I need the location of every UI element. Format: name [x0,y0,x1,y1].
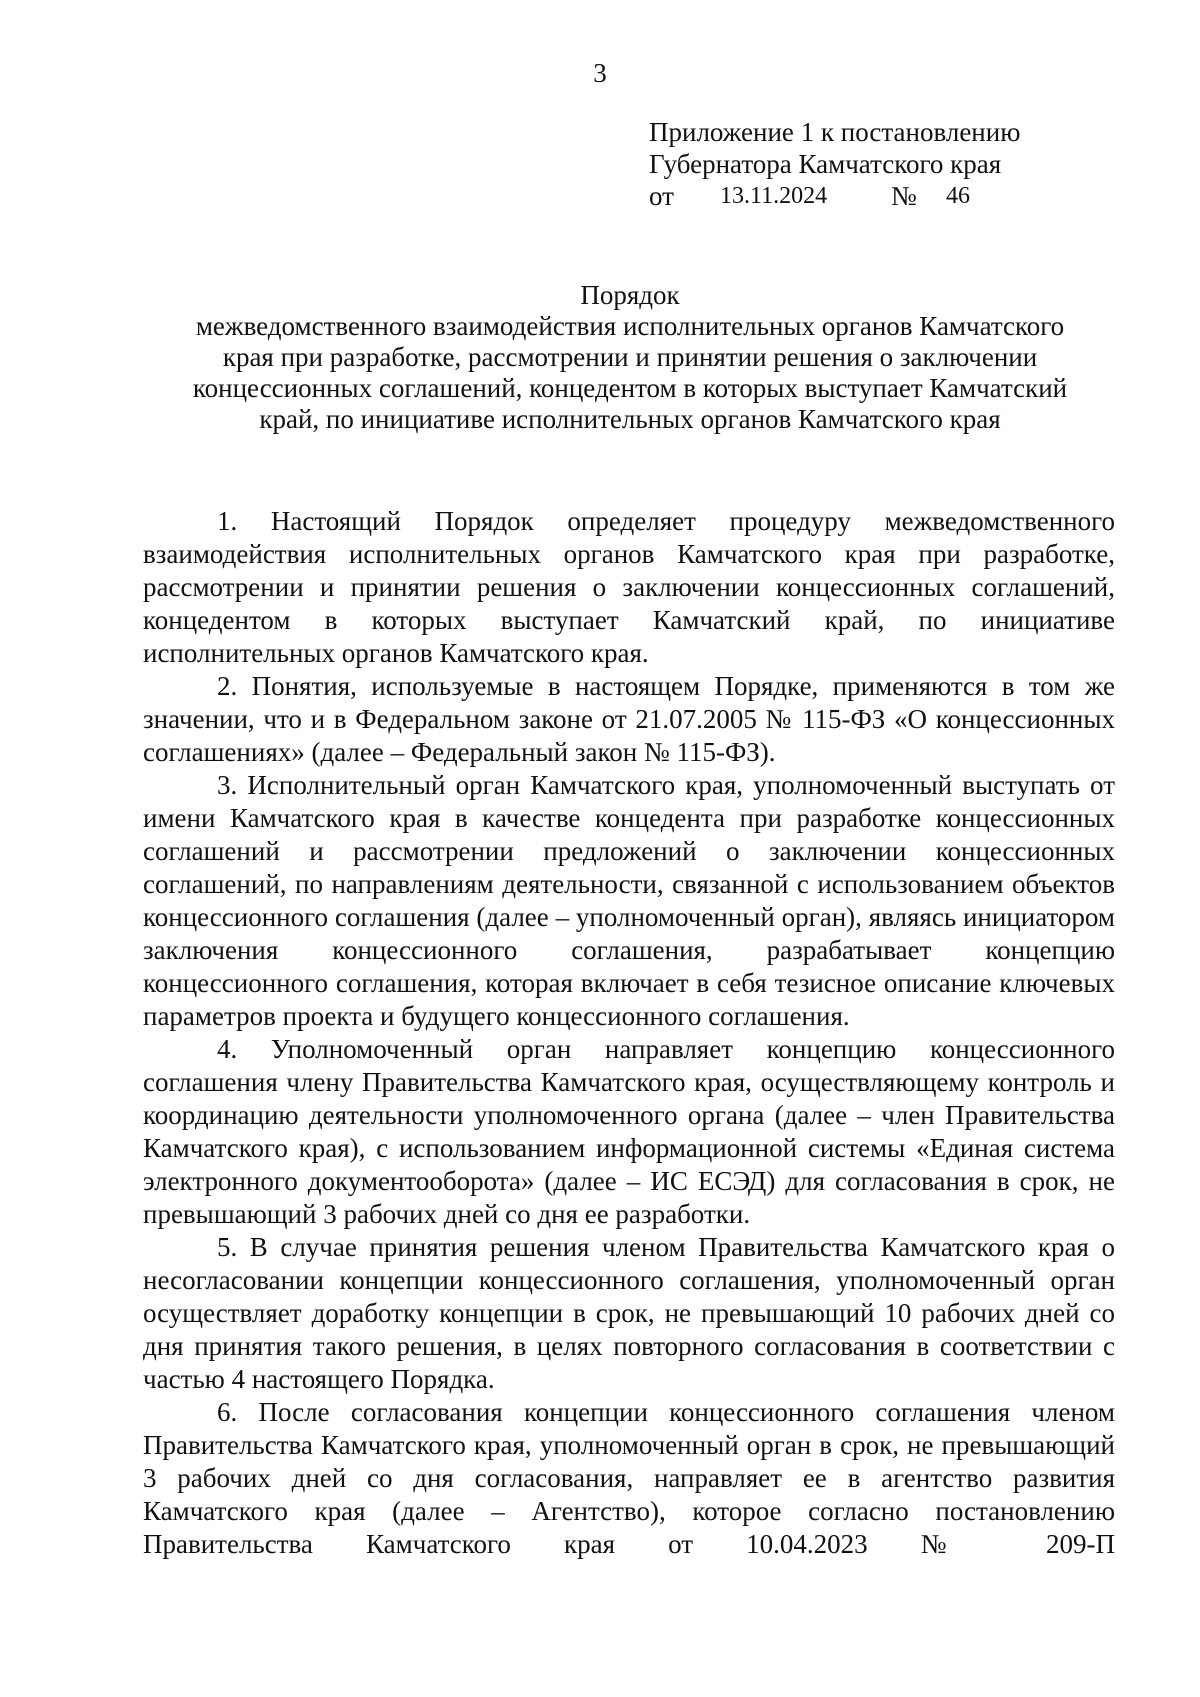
paragraph-6: 6. После согласования концепции концессионного соглашения членом Правительства Камчатского края, уполномоченный орган в срок, не превышающий 3 рабочих дней со дня согласования, направляет ее в агентство развития Камчатского края (далее – Агентство), которое согласно постановлению Правительства Камчатского края от 10.04.2023 № 209-П [143,1397,1115,1559]
paragraph-3: 3. Исполнительный орган Камчатского края, уполномоченный выступать от имени Камчатского края в качестве концедента при разработке концессионных соглашений и рассмотрении предложений о заключении концессионных соглашений, по направлениям деятельности, связанной с использованием объектов концессионного соглашения (далее – уполномоченный орган), являясь инициатором заключения концессионного соглашения, разрабатывает концепцию концессионного соглашения, которая включает в себя тезисное описание ключевых параметров проекта и будущего концессионного соглашения. [143,770,1115,1031]
document-body [143,505,1115,1561]
appendix-from-label: от [649,181,674,211]
page-number: 3 [593,58,607,88]
appendix-line-1: Приложение 1 к постановлению [649,117,1021,147]
appendix-number: 46 [946,183,970,209]
title-line-2: межведомственного взаимодействия исполнительных органов Камчатского [195,311,1065,341]
title-line-1: Порядок [580,280,680,310]
title-line-4: концессионных соглашений, концедентом в которых выступает Камчатский [192,373,1068,403]
title-line-3: края при разработке, рассмотрении и принятии решения о заключении [222,342,1038,372]
appendix-date: 13.11.2024 [720,183,828,209]
document-title [140,280,1120,435]
appendix-number-sign: № [891,181,917,211]
appendix-header [649,116,1149,220]
appendix-date-number [649,180,1149,220]
appendix-line-2: Губернатора Камчатского края [649,149,1002,179]
paragraph-1: 1. Настоящий Порядок определяет процедуру межведомственного взаимодействия исполнительных органов Камчатского края при разработке, рассмотрении и принятии решения о заключении концессионных соглашений, концедентом в которых выступает Камчатский край, по инициативе исполнительных органов Камчатского края. [143,506,1115,668]
paragraph-2: 2. Понятия, используемые в настоящем Порядке, применяются в том же значении, что и в Федеральном законе от 21.07.2005 № 115-ФЗ «О концессионных соглашениях» (далее – Федеральный закон № 115-ФЗ). [143,671,1115,767]
title-line-5: край, по инициативе исполнительных органов Камчатского края [259,404,1001,434]
paragraph-4: 4. Уполномоченный орган направляет концепцию концессионного соглашения члену Правительства Камчатского края, осуществляющему контроль и координацию деятельности уполномоченного органа (далее – член Правительства Камчатского края), с использованием информационной системы «Единая система электронного документооборота» (далее – ИС ЕСЭД) для согласования в срок, не превышающий 3 рабочих дней со дня ее разработки. [143,1034,1115,1229]
paragraph-5: 5. В случае принятия решения членом Правительства Камчатского края о несогласовании концепции концессионного соглашения, уполномоченный орган осуществляет доработку концепции в срок, не превышающий 10 рабочих дней со дня принятия такого решения, в целях повторного согласования в соответствии с частью 4 настоящего Порядка. [143,1232,1115,1394]
